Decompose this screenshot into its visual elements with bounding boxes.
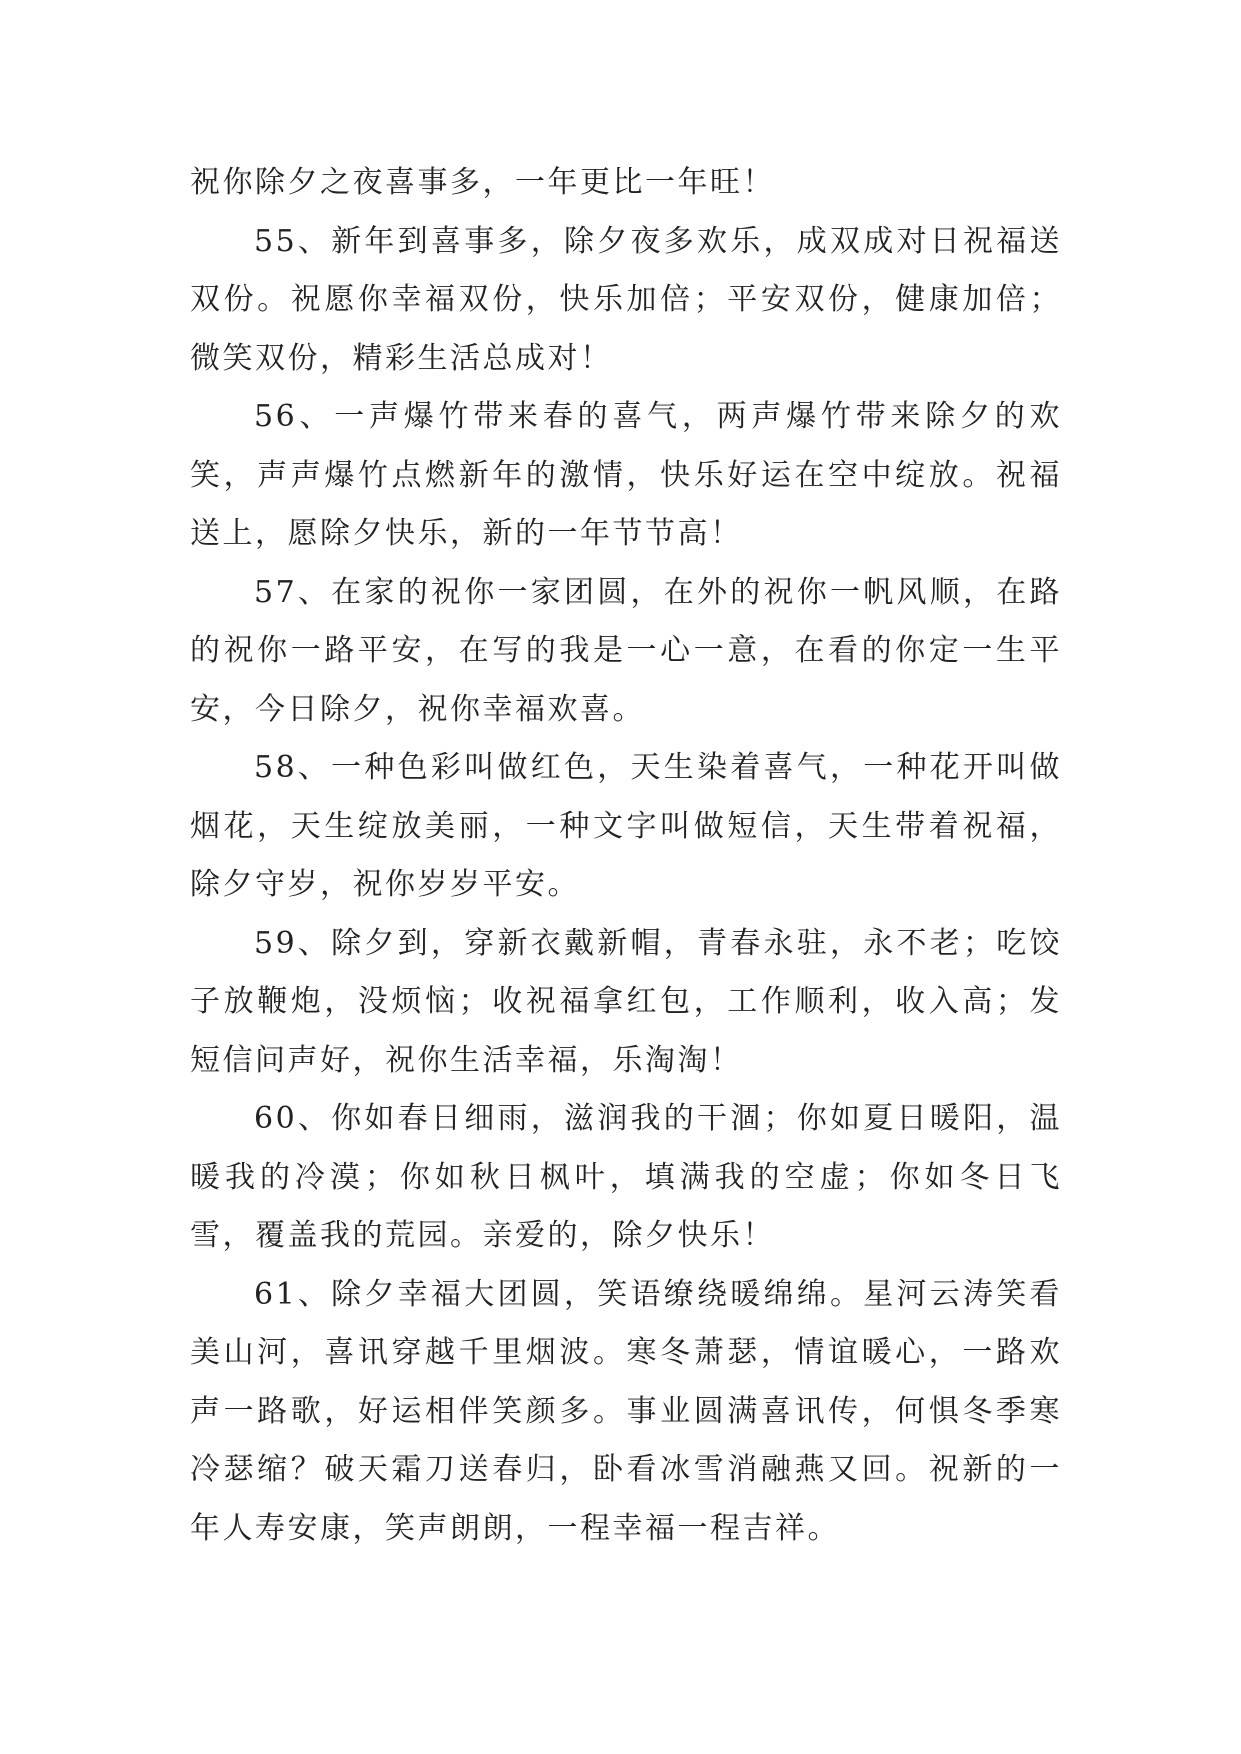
- paragraph-55: 55、新年到喜事多，除夕夜多欢乐，成双成对日祝福送双份。祝愿你幸福双份，快乐加倍；平安双份，健康加倍；微笑双份，精彩生活总成对！: [190, 223, 1062, 376]
- paragraph-57: 57、在家的祝你一家团圆，在外的祝你一帆风顺，在路的祝你一路平安，在写的我是一心一意，在看的你定一生平安，今日除夕，祝你幸福欢喜。: [190, 574, 1062, 727]
- paragraph-continuation: 祝你除夕之夜喜事多，一年更比一年旺！: [190, 165, 775, 200]
- paragraph-56: 56、一声爆竹带来春的喜气，两声爆竹带来除夕的欢笑，声声爆竹点燃新年的激情，快乐好运在空中绽放。祝福送上，愿除夕快乐，新的一年节节高！: [190, 399, 1062, 551]
- paragraph-61: 61、除夕幸福大团圆，笑语缭绕暖绵绵。星河云涛笑看美山河，喜讯穿越千里烟波。寒冬萧瑟，情谊暖心，一路欢声一路歌，好运相伴笑颜多。事业圆满喜讯传，何惧冬季寒冷瑟缩？破天霜刀送春归，卧看冰雪消融燕又回。祝新的一年人寿安康，笑声朗朗，一程幸福一程吉祥。: [190, 1276, 1062, 1546]
- paragraph-60: 60、你如春日细雨，滋润我的干涸；你如夏日暖阳，温暖我的冷漠；你如秋日枫叶，填满我的空虚；你如冬日飞雪，覆盖我的荒园。亲爱的，除夕快乐！: [190, 1101, 1062, 1253]
- document-body: [190, 154, 1062, 1558]
- paragraph-59: 59、除夕到，穿新衣戴新帽，青春永驻，永不老；吃饺子放鞭炮，没烦恼；收祝福拿红包，工作顺利，收入高；发短信问声好，祝你生活幸福，乐淘淘！: [190, 925, 1062, 1078]
- paragraph-58: 58、一种色彩叫做红色，天生染着喜气，一种花开叫做烟花，天生绽放美丽，一种文字叫做短信，天生带着祝福，除夕守岁，祝你岁岁平安。: [190, 750, 1062, 902]
